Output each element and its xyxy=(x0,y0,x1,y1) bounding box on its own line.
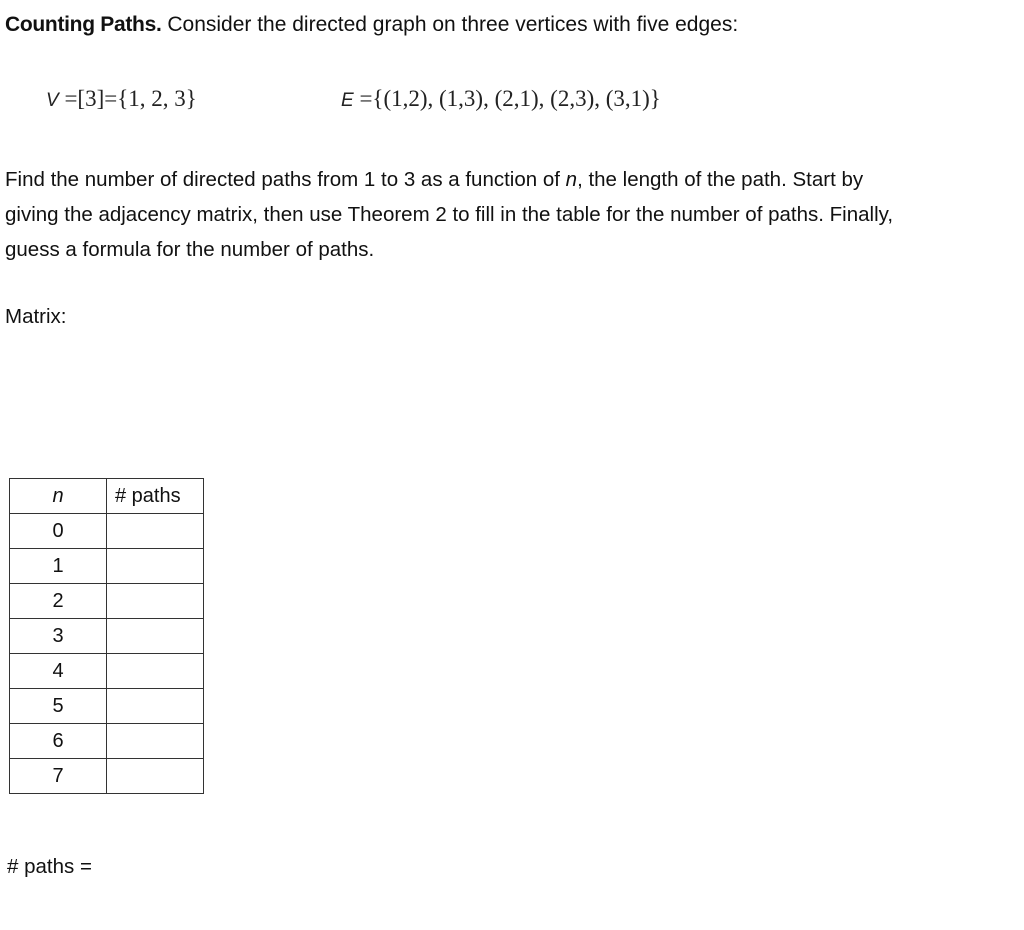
table-row xyxy=(10,549,204,584)
table-row xyxy=(10,724,204,759)
edge-set-variable: E xyxy=(341,90,354,111)
vertex-set-variable: V xyxy=(46,90,59,111)
cell-paths[interactable] xyxy=(107,619,204,654)
edge-set-expression: ={(1,2), (1,3), (2,1), (2,3), (3,1)} xyxy=(359,86,661,111)
cell-n: 2 xyxy=(10,584,107,619)
cell-paths[interactable] xyxy=(107,654,204,689)
cell-n: 6 xyxy=(10,724,107,759)
vertex-set-expression: =[3]={1, 2, 3} xyxy=(64,86,197,111)
problem-heading xyxy=(5,13,738,37)
cell-n: 0 xyxy=(10,514,107,549)
column-header-paths: # paths xyxy=(107,479,204,514)
cell-paths[interactable] xyxy=(107,549,204,584)
table-row xyxy=(10,759,204,794)
column-header-n: n xyxy=(10,479,107,514)
table-row xyxy=(10,654,204,689)
cell-n: 5 xyxy=(10,689,107,724)
table-row xyxy=(10,514,204,549)
instructions-line-3: guess a formula for the number of paths. xyxy=(5,238,375,261)
problem-title: Counting Paths. xyxy=(5,13,162,36)
cell-paths[interactable] xyxy=(107,724,204,759)
instructions-line-1 xyxy=(5,162,1015,197)
instructions-text: , the length of the path. Start by xyxy=(577,168,864,191)
cell-paths[interactable] xyxy=(107,514,204,549)
cell-n: 1 xyxy=(10,549,107,584)
paths-table xyxy=(9,478,204,794)
cell-n: 7 xyxy=(10,759,107,794)
vertex-set xyxy=(46,86,197,112)
cell-paths[interactable] xyxy=(107,759,204,794)
instructions-variable: n xyxy=(565,168,578,191)
cell-n: 3 xyxy=(10,619,107,654)
problem-intro: Consider the directed graph on three vertices with five edges: xyxy=(167,13,739,36)
table-header-row xyxy=(10,479,204,514)
formula-label: # paths = xyxy=(7,855,92,878)
table-row xyxy=(10,689,204,724)
matrix-label: Matrix: xyxy=(5,305,67,328)
table-row xyxy=(10,584,204,619)
instructions-paragraph xyxy=(5,162,1015,267)
instructions-text: Find the number of directed paths from 1 to 3 as a function of xyxy=(5,168,566,191)
edge-set xyxy=(341,86,661,112)
instructions-line-2: giving the adjacency matrix, then use Theorem 2 to fill in the table for the number of paths. Finally, xyxy=(5,203,894,226)
cell-paths[interactable] xyxy=(107,689,204,724)
cell-n: 4 xyxy=(10,654,107,689)
table-row xyxy=(10,619,204,654)
cell-paths[interactable] xyxy=(107,584,204,619)
